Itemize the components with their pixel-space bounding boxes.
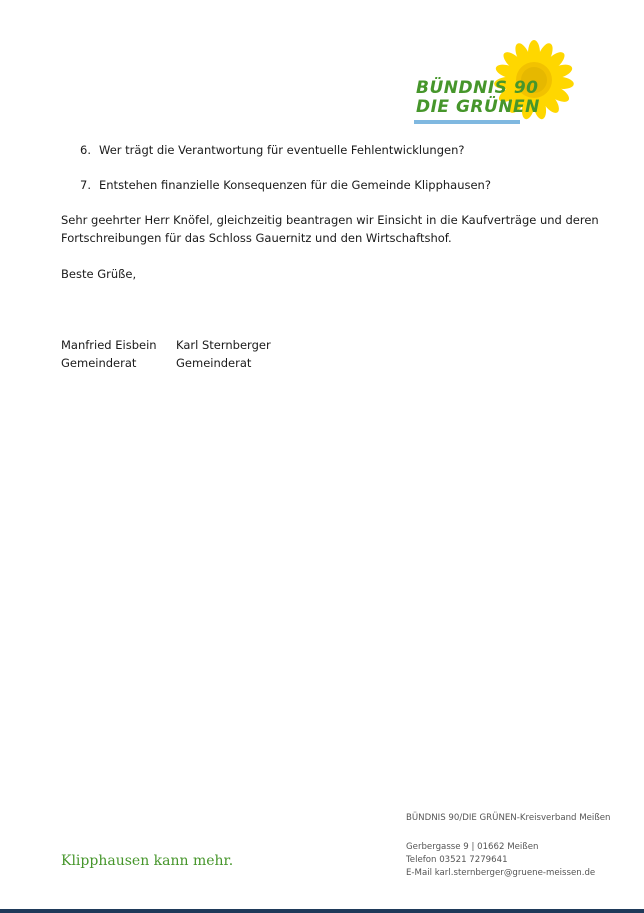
question-number: 6. (80, 143, 91, 157)
bottom-border (0, 909, 644, 913)
party-logo (410, 40, 580, 132)
footer-address: Gerbergasse 9 | 01662 Meißen (406, 842, 539, 852)
logo-underline (414, 120, 520, 124)
question-number: 7. (80, 178, 91, 192)
paragraph-line: Fortschreibungen für das Schloss Gauernitz und den Wirtschaftshof. (61, 231, 452, 245)
signature-role: Gemeinderat (176, 356, 252, 370)
slogan: Klipphausen kann mehr. (61, 853, 234, 869)
closing-greeting: Beste Grüße, (61, 267, 137, 281)
signature-name: Manfried Eisbein (61, 338, 157, 352)
logo-text-line1: BÜNDNIS 90 (416, 78, 539, 98)
paragraph-line: Sehr geehrter Herr Knöfel, gleichzeitig beantragen wir Einsicht in die Kaufverträge und deren (61, 213, 599, 227)
logo-text-line2: DIE GRÜNEN (416, 97, 540, 117)
footer-phone: Telefon 03521 7279641 (406, 855, 508, 865)
footer-organization: BÜNDNIS 90/DIE GRÜNEN-Kreisverband Meißen (406, 813, 611, 823)
signature-role: Gemeinderat (61, 356, 137, 370)
signature-name: Karl Sternberger (176, 338, 271, 352)
question-text: Entstehen finanzielle Konsequenzen für die Gemeinde Klipphausen? (99, 178, 491, 192)
footer-email: E-Mail karl.sternberger@gruene-meissen.de (406, 868, 596, 878)
question-text: Wer trägt die Verantwortung für eventuelle Fehlentwicklungen? (99, 143, 465, 157)
